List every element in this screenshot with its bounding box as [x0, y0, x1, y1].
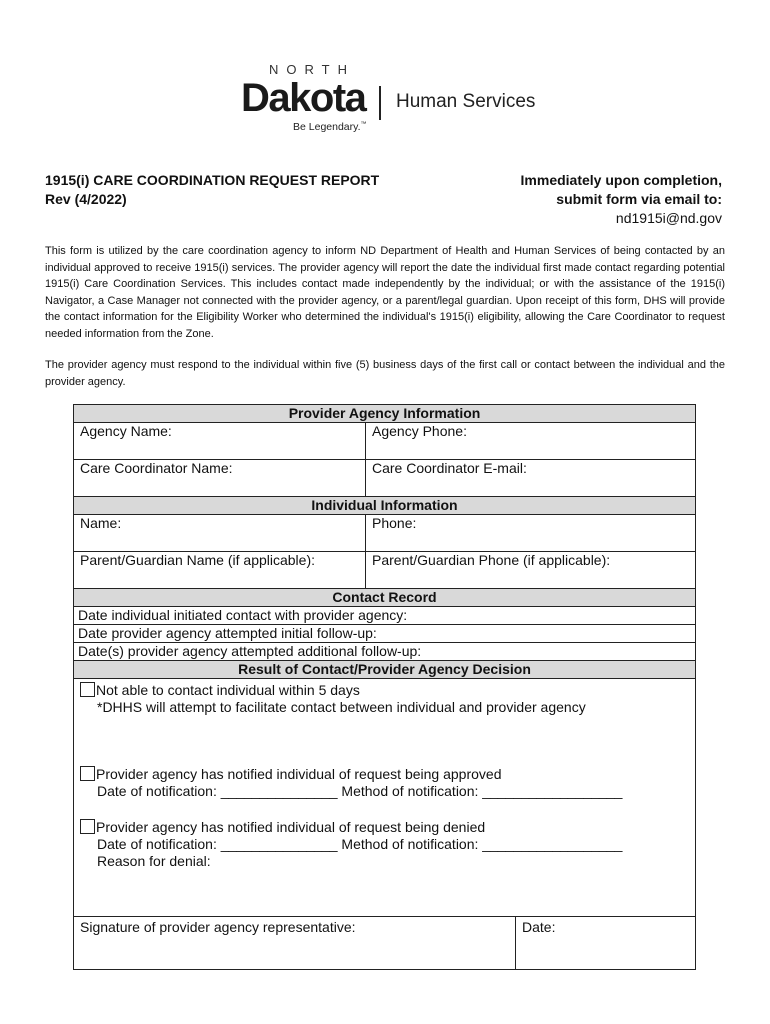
- guardian-phone-field[interactable]: Parent/Guardian Phone (if applicable):: [372, 552, 611, 568]
- signature-row: [74, 917, 695, 969]
- signature-date-field[interactable]: Date:: [522, 919, 556, 935]
- form-revision: Rev (4/2022): [45, 191, 127, 207]
- individual-section-header: Individual Information: [74, 497, 695, 515]
- contact-section-header: Contact Record: [74, 589, 695, 607]
- coordinator-email-field[interactable]: Care Coordinator E-mail:: [372, 460, 527, 476]
- result-options: [74, 679, 695, 917]
- form-title: 1915(i) CARE COORDINATION REQUEST REPORT: [45, 172, 380, 188]
- logo-divider: [379, 86, 381, 120]
- agency-phone-field[interactable]: Agency Phone:: [372, 423, 467, 439]
- approved-checkbox[interactable]: [80, 766, 95, 781]
- option-denied: [80, 819, 622, 870]
- individual-row: [74, 515, 695, 552]
- signature-field[interactable]: Signature of provider agency representative:: [74, 917, 516, 969]
- result-section-header: Result of Contact/Provider Agency Decision: [74, 661, 695, 679]
- agency-row: [74, 423, 695, 460]
- logo-north: NORTH: [269, 62, 355, 77]
- coordinator-name-field[interactable]: Care Coordinator Name:: [74, 460, 366, 496]
- submit-line-1: Immediately upon completion,: [520, 172, 722, 188]
- option1-label: Not able to contact individual within 5 days: [96, 682, 360, 698]
- guardian-name-field[interactable]: Parent/Guardian Name (if applicable):: [74, 552, 366, 588]
- agency-name-field[interactable]: Agency Name:: [74, 423, 366, 459]
- request-form-table: [73, 404, 696, 970]
- not-contacted-checkbox[interactable]: [80, 682, 95, 697]
- option3-label: Provider agency has notified individual of request being denied: [96, 819, 486, 835]
- denial-reason-field[interactable]: Reason for denial:: [97, 853, 211, 869]
- form-title-block: [45, 171, 379, 209]
- logo-dakota: Dakota: [241, 76, 366, 120]
- option2-notification[interactable]: Date of notification: _______________ Method of notification: __________________: [97, 783, 623, 799]
- denied-checkbox[interactable]: [80, 819, 95, 834]
- submit-instructions: [521, 171, 722, 228]
- submit-email: nd1915i@nd.gov: [615, 210, 722, 226]
- intro-paragraph-1: This form is utilized by the care coordination agency to inform ND Department of Health and Human Services of being contacted by an individual approved to receive 1915(i) services. The provider agency will report the date the individual first made contact regarding potential 1915(i) Care Coordination Services. This includes contact made independently by the individual; or with the assistance of the 1915(i) Navigator, a Case Manager not connected with the provider agency, or a parent/legal guardian. Upon receipt of this form, DHS will provide the contact information for the Eligibility Worker who determined the individual's 1915(i) eligibility, allowing the Care Coordinator to request needed information from the Zone.: [45, 245, 725, 340]
- option2-label: Provider agency has notified individual of request being approved: [96, 766, 502, 782]
- option1-note: *DHHS will attempt to facilitate contact between individual and provider agency: [97, 699, 586, 715]
- intro-paragraph-2: The provider agency must respond to the individual within five (5) business days of the first call or contact between the individual and the provider agency.: [45, 359, 725, 388]
- contact-initiated-field[interactable]: Date individual initiated contact with provider agency:: [74, 607, 695, 625]
- guardian-row: [74, 552, 695, 589]
- coordinator-row: [74, 460, 695, 497]
- individual-name-field[interactable]: Name:: [74, 515, 366, 551]
- option3-notification[interactable]: Date of notification: _______________ Method of notification: __________________: [97, 836, 623, 852]
- logo-tagline: Be Legendary.™: [293, 121, 367, 133]
- nd-hhs-logo: [241, 62, 541, 142]
- submit-line-2: submit form via email to:: [556, 191, 722, 207]
- provider-section-header: Provider Agency Information: [74, 405, 695, 423]
- individual-phone-field[interactable]: Phone:: [372, 515, 417, 531]
- option-not-contacted: [80, 682, 586, 716]
- additional-followup-field[interactable]: Date(s) provider agency attempted additional follow-up:: [74, 643, 695, 661]
- option-approved: [80, 766, 622, 800]
- logo-division: Human Services: [396, 91, 536, 112]
- initial-followup-field[interactable]: Date provider agency attempted initial follow-up:: [74, 625, 695, 643]
